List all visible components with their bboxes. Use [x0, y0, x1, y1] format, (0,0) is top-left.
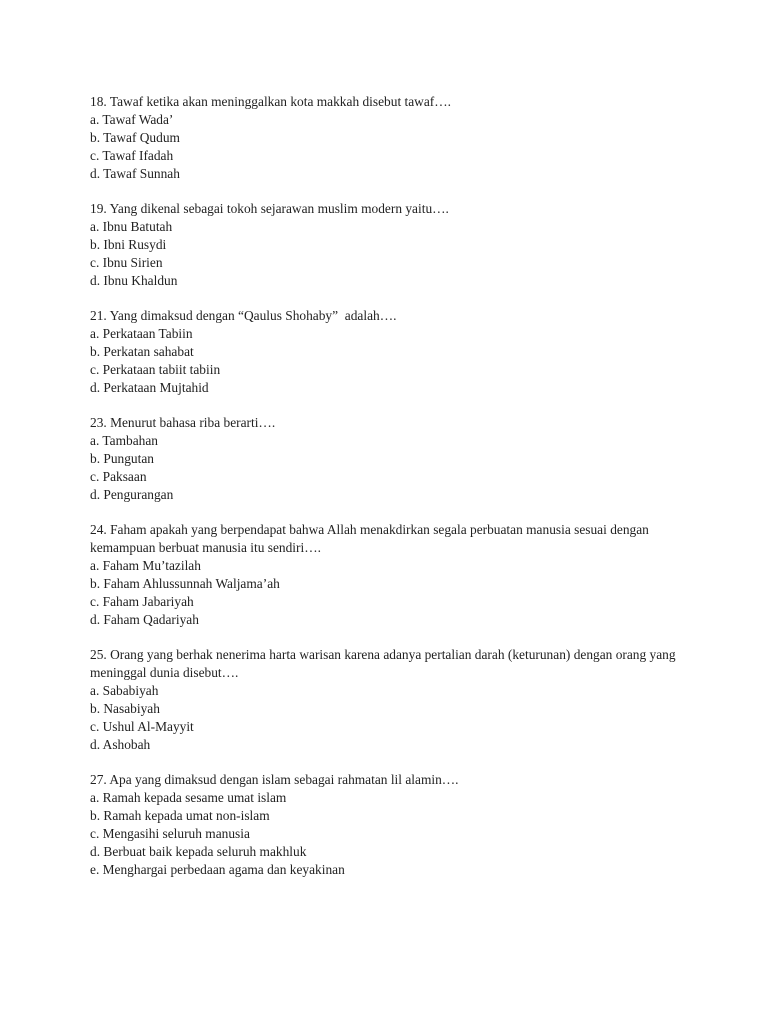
- option-a: a. Perkataan Tabiin: [90, 326, 193, 341]
- option-a: a. Sababiyah: [90, 683, 159, 698]
- question-19: [90, 200, 690, 290]
- option-c: c. Mengasihi seluruh manusia: [90, 826, 250, 841]
- option-c: c. Perkataan tabiit tabiin: [90, 362, 221, 377]
- question-24: [90, 521, 690, 629]
- question-25: [90, 646, 690, 754]
- option-list: [90, 325, 690, 397]
- option-a: a. Faham Mu’tazilah: [90, 558, 201, 573]
- question-text: 19. Yang dikenal sebagai tokoh sejarawan muslim modern yaitu….: [90, 201, 449, 216]
- option-d: d. Ashobah: [90, 737, 151, 752]
- option-list: [90, 111, 690, 183]
- option-list: [90, 218, 690, 290]
- document-page: [90, 93, 690, 896]
- question-23: [90, 414, 690, 504]
- option-b: b. Ibni Rusydi: [90, 237, 167, 252]
- question-27: [90, 771, 690, 879]
- option-e: e. Menghargai perbedaan agama dan keyakinan: [90, 862, 345, 877]
- option-list: [90, 557, 690, 629]
- option-a: a. Tambahan: [90, 433, 158, 448]
- option-a: a. Ibnu Batutah: [90, 219, 173, 234]
- option-c: c. Tawaf Ifadah: [90, 148, 174, 163]
- option-b: b. Ramah kepada umat non-islam: [90, 808, 270, 823]
- question-21: [90, 307, 690, 397]
- question-text: 21. Yang dimaksud dengan “Qaulus Shohaby” adalah….: [90, 308, 397, 323]
- question-text: 25. Orang yang berhak nenerima harta warisan karena adanya pertalian darah (keturunan) dengan orang yang meninggal dunia disebut….: [90, 647, 683, 680]
- question-text: 24. Faham apakah yang berpendapat bahwa Allah menakdirkan segala perbuatan manusia sesuai dengan kemampuan berbuat manusia itu sendiri….: [90, 522, 653, 555]
- option-b: b. Tawaf Qudum: [90, 130, 180, 145]
- option-b: b. Pungutan: [90, 451, 154, 466]
- option-d: d. Tawaf Sunnah: [90, 166, 180, 181]
- option-b: b. Perkatan sahabat: [90, 344, 194, 359]
- option-a: a. Tawaf Wada’: [90, 112, 174, 127]
- option-c: c. Paksaan: [90, 469, 147, 484]
- option-list: [90, 682, 690, 754]
- question-text: 18. Tawaf ketika akan meninggalkan kota makkah disebut tawaf….: [90, 94, 451, 109]
- option-c: c. Ibnu Sirien: [90, 255, 163, 270]
- option-list: [90, 432, 690, 504]
- question-18: [90, 93, 690, 183]
- option-b: b. Nasabiyah: [90, 701, 160, 716]
- option-d: d. Ibnu Khaldun: [90, 273, 178, 288]
- question-text: 27. Apa yang dimaksud dengan islam sebagai rahmatan lil alamin….: [90, 772, 459, 787]
- option-a: a. Ramah kepada sesame umat islam: [90, 790, 287, 805]
- option-c: c. Faham Jabariyah: [90, 594, 194, 609]
- option-c: c. Ushul Al-Mayyit: [90, 719, 194, 734]
- option-d: d. Faham Qadariyah: [90, 612, 199, 627]
- option-d: d. Perkataan Mujtahid: [90, 380, 209, 395]
- option-d: d. Berbuat baik kepada seluruh makhluk: [90, 844, 307, 859]
- option-list: [90, 789, 690, 879]
- option-b: b. Faham Ahlussunnah Waljama’ah: [90, 576, 280, 591]
- option-d: d. Pengurangan: [90, 487, 174, 502]
- question-text: 23. Menurut bahasa riba berarti….: [90, 415, 276, 430]
